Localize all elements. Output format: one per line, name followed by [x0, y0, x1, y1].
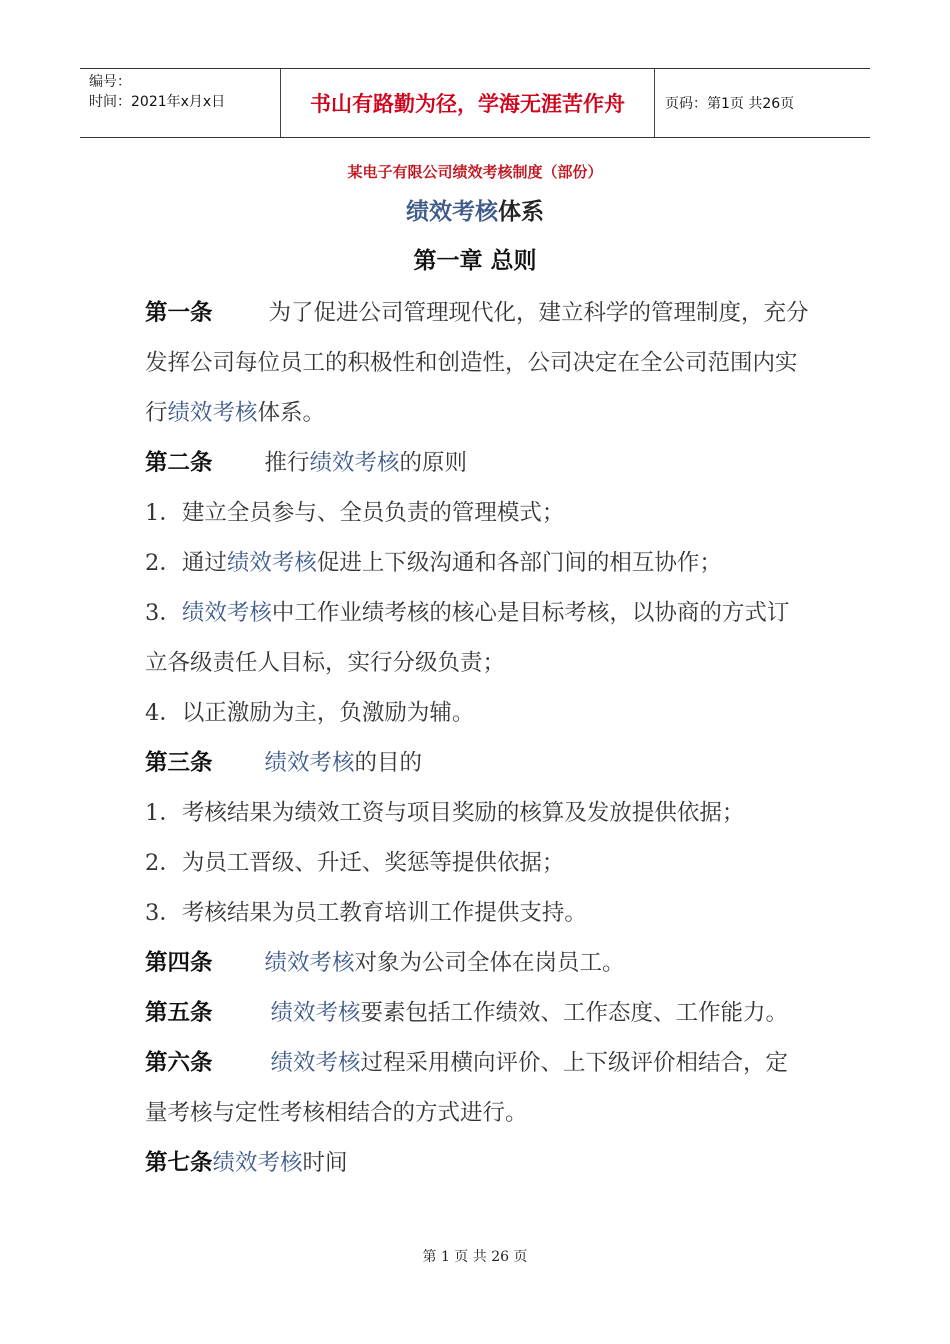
article-text: 的原则 [399, 450, 468, 476]
article-6 [145, 1038, 810, 1138]
list-item: 1．考核结果为绩效工资与项目奖励的核算及发放提供依据； [145, 800, 745, 826]
article-text: 体系。 [257, 400, 326, 426]
article-label: 第一条 [145, 300, 213, 326]
chapter-title: 第一章 总则 [413, 248, 537, 274]
article-2 [145, 438, 810, 488]
keyword-link: 绩效考核 [181, 600, 272, 626]
header-page-info: 页码：第1页 共26页 [665, 96, 795, 112]
keyword-link: 绩效考核 [226, 550, 317, 576]
list-item [145, 538, 810, 588]
article-text: 要素包括工作绩效、工作态度、工作能力。 [360, 1000, 789, 1026]
article-1 [145, 288, 810, 438]
document-number-label: 编号： [89, 74, 131, 90]
article-label: 第七条 [145, 1150, 213, 1176]
article-7 [145, 1138, 810, 1188]
article-text: 过程采用横向评价、上下级评价相结合，定量考核与定性考核相结合的方式进行。 [145, 1050, 789, 1126]
list-item [145, 588, 810, 688]
system-title-suffix: 体系 [498, 199, 544, 225]
document-time-label: 时间：2021年x月x日 [89, 94, 226, 110]
article-label: 第五条 [145, 1000, 213, 1026]
system-title [0, 193, 950, 226]
page-header-table [80, 68, 870, 138]
article-label: 第六条 [145, 1050, 213, 1076]
header-motto: 书山有路勤为径，学海无涯苦作舟 [281, 69, 655, 137]
keyword-link: 绩效考核 [264, 750, 355, 776]
list-item-text: 中工作业绩考核的核心是目标考核，以协商的方式订立各级责任人目标，实行分级负责； [145, 600, 790, 676]
keyword-link: 绩效考核 [270, 1000, 361, 1026]
list-item-text: 促进上下级沟通和各部门间的相互协作； [316, 550, 722, 576]
keyword-link: 绩效考核 [167, 400, 258, 426]
document-body [145, 288, 810, 1188]
article-label: 第三条 [145, 750, 213, 776]
article-text: 对象为公司全体在岗员工。 [354, 950, 625, 976]
article-text: 时间 [302, 1150, 348, 1176]
article-text: 的目的 [354, 750, 423, 776]
list-item: 2．为员工晋级、升迁、奖惩等提供依据； [145, 850, 565, 876]
keyword-link: 绩效考核 [264, 950, 355, 976]
article-text: 推行 [264, 450, 310, 476]
article-3 [145, 738, 810, 788]
company-title: 某电子有限公司绩效考核制度（部份） [347, 163, 603, 181]
list-item-text: 2．通过 [145, 550, 227, 576]
keyword-link: 绩效考核 [212, 1150, 303, 1176]
page-footer: 第 1 页 共 26 页 [422, 1249, 528, 1265]
article-4 [145, 938, 810, 988]
header-meta-cell [80, 69, 281, 137]
list-item: 1．建立全员参与、全员负责的管理模式； [145, 500, 565, 526]
keyword-link: 绩效考核 [270, 1050, 361, 1076]
keyword-link: 绩效考核 [406, 199, 498, 225]
article-label: 第二条 [145, 450, 213, 476]
article-label: 第四条 [145, 950, 213, 976]
article-5 [145, 988, 810, 1038]
keyword-link: 绩效考核 [309, 450, 400, 476]
article-text: 为了促进公司管理现代化，建立科学的管理制度，充分发挥公司每位员工的积极性和创造性，公司决定在全公司范围内实行 [145, 300, 809, 426]
list-item: 3．考核结果为员工教育培训工作提供支持。 [145, 900, 587, 926]
list-item: 4．以正激励为主，负激励为辅。 [145, 700, 475, 726]
list-item-text: 3． [145, 600, 182, 626]
